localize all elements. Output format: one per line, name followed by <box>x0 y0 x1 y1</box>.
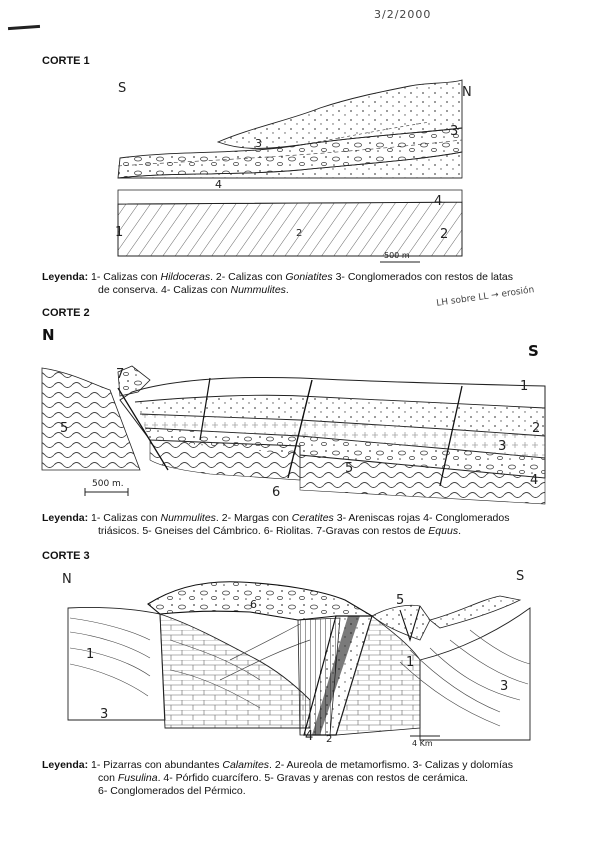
corte-1-label-3a: 3 <box>255 137 262 150</box>
corte-1-legend-fossil-3: Nummulites <box>230 284 286 296</box>
corte-2-legend-fossil-1: Nummulites <box>160 512 216 524</box>
corte-2-label-4: 4 <box>530 473 539 488</box>
corte-1-compass-n: N <box>462 85 472 100</box>
corte-3-label-1b: 1 <box>406 655 415 670</box>
corte-1-label-4b: 4 <box>434 194 443 209</box>
corte-2-compass-s: S <box>528 342 539 360</box>
corte-2-legend-text-1: 1- Calizas con <box>91 512 161 524</box>
corte-3-compass-s: S <box>516 569 525 584</box>
corte-3-title: CORTE 3 <box>42 550 90 562</box>
corte-2-legend-text-4: triásicos. 5- Gneises del Cámbrico. 6- Riolitas. 7-Gravas con restos de <box>98 525 429 537</box>
corte-2-label-7: 7 <box>116 367 125 382</box>
corte-2-label-5a: 5 <box>60 421 69 436</box>
corte-1-legend-text-4: de conserva. 4- Calizas con <box>98 284 231 296</box>
corte-1-legend-fossil-1: Hildoceras <box>160 271 211 283</box>
corte-2-legend-text-3: 3- Areniscas rojas 4- Conglomerados <box>333 512 510 524</box>
corte-3-legend <box>42 759 562 798</box>
corte-3-label-5: 5 <box>396 593 405 608</box>
corte-3-label-2: 2 <box>326 734 333 745</box>
corte-1-title: CORTE 1 <box>42 55 90 67</box>
corte-2-legend-fossil-2: Ceratites <box>291 512 334 524</box>
corte-2-scale: 500 m. <box>92 479 124 489</box>
corte-2-compass-n: N <box>42 326 55 344</box>
corte-3-compass-n: N <box>62 572 72 587</box>
corte-2-legend-label: Leyenda: <box>42 512 89 524</box>
corte-2-legend <box>42 512 572 538</box>
date-note: 3/2/2000 <box>374 8 432 21</box>
corte-3-legend-fossil-1: Calamites <box>222 759 270 771</box>
corte-1-label-2b: 2 <box>440 227 449 242</box>
corte-3-legend-text-2: . 2- Aureola de metamorfismo. 3- Calizas y dolomías <box>269 759 513 771</box>
corte-1-strata <box>118 80 462 262</box>
corte-1-legend-text-1: 1- Calizas con <box>91 271 161 283</box>
corte-2-title: CORTE 2 <box>42 307 90 319</box>
corte-1-legend-fossil-2: Goniatites <box>285 271 333 283</box>
corte-3-legend-text-1: 1- Pizarras con abundantes <box>91 759 223 771</box>
corte-2-legend-fossil-3: Equus <box>428 525 459 537</box>
corte-3-legend-text-3: con <box>98 772 118 784</box>
corte-2-label-2: 2 <box>532 421 541 436</box>
corte-3-legend-text-4: . 4- Pórfido cuarcífero. 5- Gravas y arenas con restos de cerámica. <box>157 772 469 784</box>
corte-3-legend-label: Leyenda: <box>42 759 89 771</box>
corte-1-scale: 500 m <box>384 251 410 260</box>
corte-1-handwritten-note: LH sobre LL → erosión <box>435 285 535 309</box>
corte-2-legend-text-2: . 2- Margas con <box>215 512 292 524</box>
corte-1-legend-label: Leyenda: <box>42 271 89 283</box>
corte-3-label-3b: 3 <box>500 679 509 694</box>
corte-1-legend-text-3: 3- Conglomerados con restos de latas <box>332 271 514 283</box>
corte-2-label-3: 3 <box>498 439 507 454</box>
corte-1-label-2a: 2 <box>296 228 303 239</box>
corte-3-strata <box>68 582 530 740</box>
corte-1-label-1: 1 <box>115 225 124 240</box>
corte-1-legend-text-2: . 2- Calizas con <box>210 271 286 283</box>
corte-3-label-4: 4 <box>305 729 314 744</box>
corte-3-scale: 4 Km <box>412 739 433 748</box>
corte-1-compass-s: S <box>118 81 127 96</box>
corte-3-label-1a: 1 <box>86 647 95 662</box>
corte-2-legend-text-5: . <box>458 525 461 537</box>
corte-3-label-3a: 3 <box>100 707 109 722</box>
corte-2-label-5b: 5 <box>345 461 354 476</box>
corte-1-label-3b: 3 <box>450 124 459 139</box>
corte-3-legend-text-5: 6- Conglomerados del Pérmico. <box>98 785 246 797</box>
corte-2-label-6: 6 <box>272 485 281 500</box>
corte-3-label-6: 6 <box>250 598 257 611</box>
corte-1-label-4a: 4 <box>215 178 222 191</box>
corte-2-label-1: 1 <box>520 379 529 394</box>
corte-3-legend-fossil-2: Fusulina <box>117 772 158 784</box>
corte-1-legend-text-5: . <box>285 284 289 296</box>
